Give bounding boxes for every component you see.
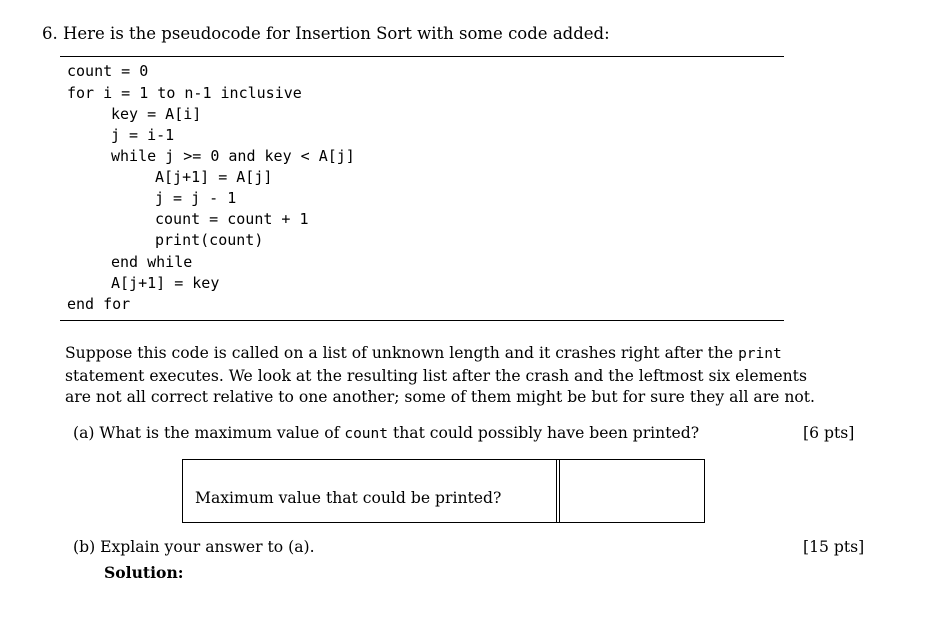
- code-line: j = j - 1: [155, 189, 237, 207]
- part-a-question: [73, 424, 699, 442]
- code-line: j = i-1: [111, 126, 175, 144]
- answer-field[interactable]: [561, 460, 704, 522]
- code-bottom-rule: [60, 320, 784, 321]
- question-heading: 6. Here is the pseudocode for Insertion Sort with some code added:: [42, 24, 610, 43]
- code-line: A[j+1] = A[j]: [155, 168, 273, 186]
- part-b-question: (b) Explain your answer to (a).: [73, 538, 315, 556]
- inline-code: print: [738, 346, 782, 362]
- answer-box-divider: [556, 460, 557, 522]
- answer-box-label: Maximum value that could be printed?: [195, 489, 502, 507]
- answer-box: [182, 459, 705, 523]
- description-line: [65, 343, 795, 366]
- code-line: while j >= 0 and key < A[j]: [111, 147, 355, 165]
- code-line: print(count): [155, 231, 264, 249]
- code-line: count = count + 1: [155, 210, 309, 228]
- code-top-rule: [60, 56, 784, 57]
- code-line: end for: [67, 295, 131, 313]
- code-line: for i = 1 to n-1 inclusive: [67, 84, 302, 102]
- description-line: statement executes. We look at the resulting list after the crash and the leftmost six elements: [65, 366, 807, 385]
- part-a-prefix: (a) What is the maximum value of: [73, 424, 345, 442]
- part-a-points: [6 pts]: [803, 424, 855, 442]
- inline-code: count: [344, 426, 388, 442]
- answer-box-divider: [559, 460, 560, 522]
- code-line: count = 0: [67, 62, 149, 80]
- code-line: end while: [111, 253, 193, 271]
- description-text: Suppose this code is called on a list of unknown length and it crashes right after the: [65, 344, 739, 362]
- description-line: are not all correct relative to one another; some of them might be but for sure they all are not.: [65, 388, 815, 406]
- part-a-suffix: that could possibly have been printed?: [388, 424, 700, 442]
- solution-label: Solution:: [104, 563, 184, 582]
- problem-description: [65, 343, 815, 409]
- code-line: key = A[i]: [111, 105, 202, 123]
- code-line: A[j+1] = key: [111, 274, 220, 292]
- part-b-points: [15 pts]: [803, 538, 865, 556]
